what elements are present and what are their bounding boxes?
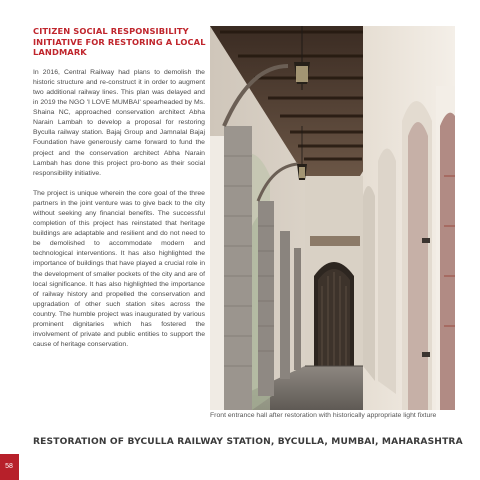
section-heading-line-1: CITIZEN SOCIAL RESPONSIBILITY bbox=[33, 26, 189, 36]
station-arcade-photo bbox=[210, 26, 455, 410]
section-heading bbox=[33, 26, 205, 58]
body-paragraph-2: The project is unique wherein the core goal of the three partners in the joint venture was to give back to the city without seeking any financial benefits. The successful completion of this project has reinstated that heritage buildings are adaptable and resilient and do not need to be demolished to accommodate modern and technological interventions. It has also highlighted the importance of buildings that have played a crucial role in the development of smaller pockets of the city and are of local significance. It has also highlighted the importance of railway history and propelled the conservation and upgradation of other such station sites across the country. The humble project was inaugurated by various prominent dignitaries which has fostered the involvement of private and public entities to support the cause of heritage conservation. bbox=[33, 189, 205, 349]
section-heading-line-3: LANDMARK bbox=[33, 47, 87, 58]
project-title: RESTORATION OF BYCULLA RAILWAY STATION, BYCULLA, MUMBAI, MAHARASHTRA bbox=[33, 437, 463, 447]
arcade-illustration bbox=[210, 26, 455, 410]
page-number: 58 bbox=[5, 463, 13, 470]
body-paragraph-1: In 2016, Central Railway had plans to demolish the historic structure and re-construct it in order to augment two additional railway lines. This plan was delayed and in 2019 the NGO 'I LOVE MUMBAI' spearheaded by Ms. Shaina NC, approached conservation architect Abha Narain Lambah to develop a proposal for restoring Byculla railway station. Bajaj Group and Jamnalal Bajaj Foundation have generously came forward to fund the project and the conservation architect Abha Narain Lambah has done this project pro-bono as their social responsibility initiative. bbox=[33, 68, 205, 177]
text-column bbox=[33, 26, 205, 350]
photo-caption: Front entrance hall after restoration with historically appropriate light fixture bbox=[210, 412, 437, 419]
section-heading-line-2: INITIATIVE FOR RESTORING A LOCAL bbox=[33, 36, 206, 47]
